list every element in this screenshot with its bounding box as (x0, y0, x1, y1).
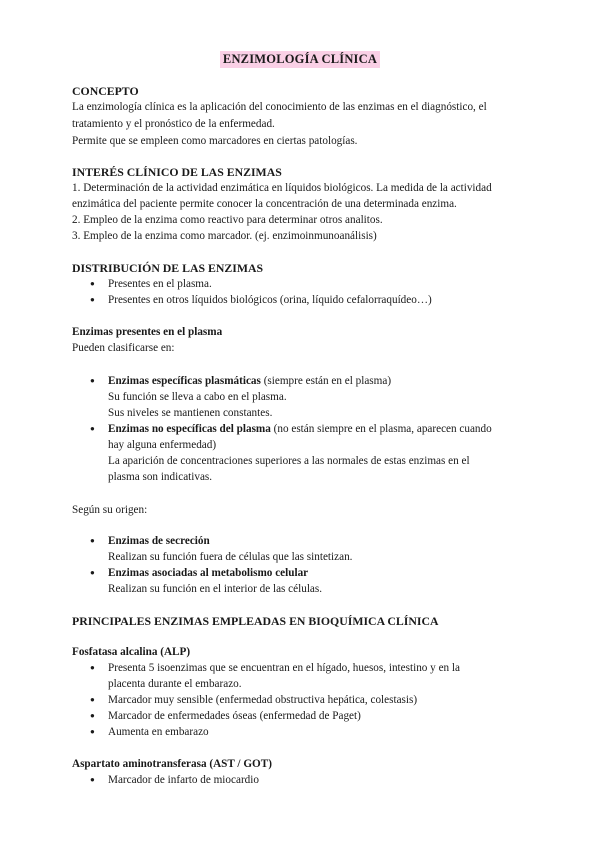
alp-item-4: Aumenta en embarazo (108, 726, 209, 738)
bullet-icon: ● (90, 295, 95, 304)
alp-item-1-cont: placenta durante el embarazo. (108, 678, 242, 690)
bullet-icon: ● (90, 695, 95, 704)
alp-item-1: Presenta 5 isoenzimas que se encuentran en el hígado, huesos, intestino y en la (108, 662, 460, 674)
bullet-icon: ● (90, 711, 95, 720)
no-especificas-note: (no están siempre en el plasma, aparecen cuando (270, 423, 492, 435)
distribucion-item-1: Presentes en el plasma. (108, 278, 212, 290)
especificas-item (108, 374, 391, 388)
concepto-heading: CONCEPTO (72, 84, 139, 98)
especificas-label: Enzimas específicas plasmáticas (108, 375, 261, 387)
especificas-line-2: Sus niveles se mantienen constantes. (108, 407, 273, 419)
principales-heading: PRINCIPALES ENZIMAS EMPLEADAS EN BIOQUÍMICA CLÍNICA (72, 614, 439, 628)
concepto-line-2: tratamiento y el pronóstico de la enfermedad. (72, 118, 275, 130)
alp-item-2: Marcador muy sensible (enfermedad obstructiva hepática, colestasis) (108, 694, 418, 706)
distribucion-item-2: Presentes en otros líquidos biológicos (orina, líquido cefalorraquídeo…) (108, 294, 432, 306)
bullet-icon: ● (90, 376, 95, 385)
secrecion-line: Realizan su función fuera de células que las sintetizan. (108, 551, 353, 563)
page-title: ENZIMOLOGÍA CLÍNICA (220, 51, 380, 68)
no-especificas-item (108, 422, 492, 436)
no-especificas-line-1: hay alguna enfermedad) (108, 439, 217, 451)
asociadas-label: Enzimas asociadas al metabolismo celular (108, 567, 309, 579)
bullet-icon: ● (90, 568, 95, 577)
secrecion-label: Enzimas de secreción (108, 535, 210, 547)
bullet-icon: ● (90, 727, 95, 736)
alp-item-3: Marcador de enfermedades óseas (enfermedad de Paget) (108, 710, 361, 722)
no-especificas-label: Enzimas no específicas del plasma (108, 423, 271, 435)
interes-line-1: 1. Determinación de la actividad enzimática en líquidos biológicos. La medida de la actividad (72, 182, 492, 194)
bullet-icon: ● (90, 279, 95, 288)
no-especificas-line-2: La aparición de concentraciones superiores a las normales de estas enzimas en el (108, 455, 470, 467)
plasma-heading: Enzimas presentes en el plasma (72, 326, 223, 338)
asociadas-line: Realizan su función en el interior de las células. (108, 583, 323, 595)
no-especificas-line-3: plasma son indicativas. (108, 471, 213, 483)
interes-heading: INTERÉS CLÍNICO DE LAS ENZIMAS (72, 165, 282, 179)
interes-line-4: 3. Empleo de la enzima como marcador. (ej. enzimoinmunoanálisis) (72, 230, 377, 242)
plasma-intro: Pueden clasificarse en: (72, 342, 175, 354)
bullet-icon: ● (90, 424, 95, 433)
ast-heading: Aspartato aminotransferasa (AST / GOT) (72, 758, 272, 770)
ast-item-1: Marcador de infarto de miocardio (108, 774, 259, 786)
bullet-icon: ● (90, 663, 95, 672)
interes-line-3: 2. Empleo de la enzima como reactivo para determinar otros analitos. (72, 214, 383, 226)
distribucion-heading: DISTRIBUCIÓN DE LAS ENZIMAS (72, 261, 264, 275)
bullet-icon: ● (90, 775, 95, 784)
alp-heading: Fosfatasa alcalina (ALP) (72, 646, 191, 658)
especificas-note: (siempre están en el plasma) (260, 375, 392, 387)
bullet-icon: ● (90, 536, 95, 545)
concepto-line-1: La enzimología clínica es la aplicación del conocimiento de las enzimas en el diagnóstico, el (72, 101, 487, 113)
title-wrap (0, 51, 600, 68)
especificas-line-1: Su función se lleva a cabo en el plasma. (108, 391, 287, 403)
concepto-line-3: Permite que se empleen como marcadores en ciertas patologías. (72, 135, 358, 147)
origen-intro: Según su origen: (72, 504, 148, 516)
interes-line-2: enzimática del paciente permite conocer la concentración de una determinada enzima. (72, 198, 457, 210)
